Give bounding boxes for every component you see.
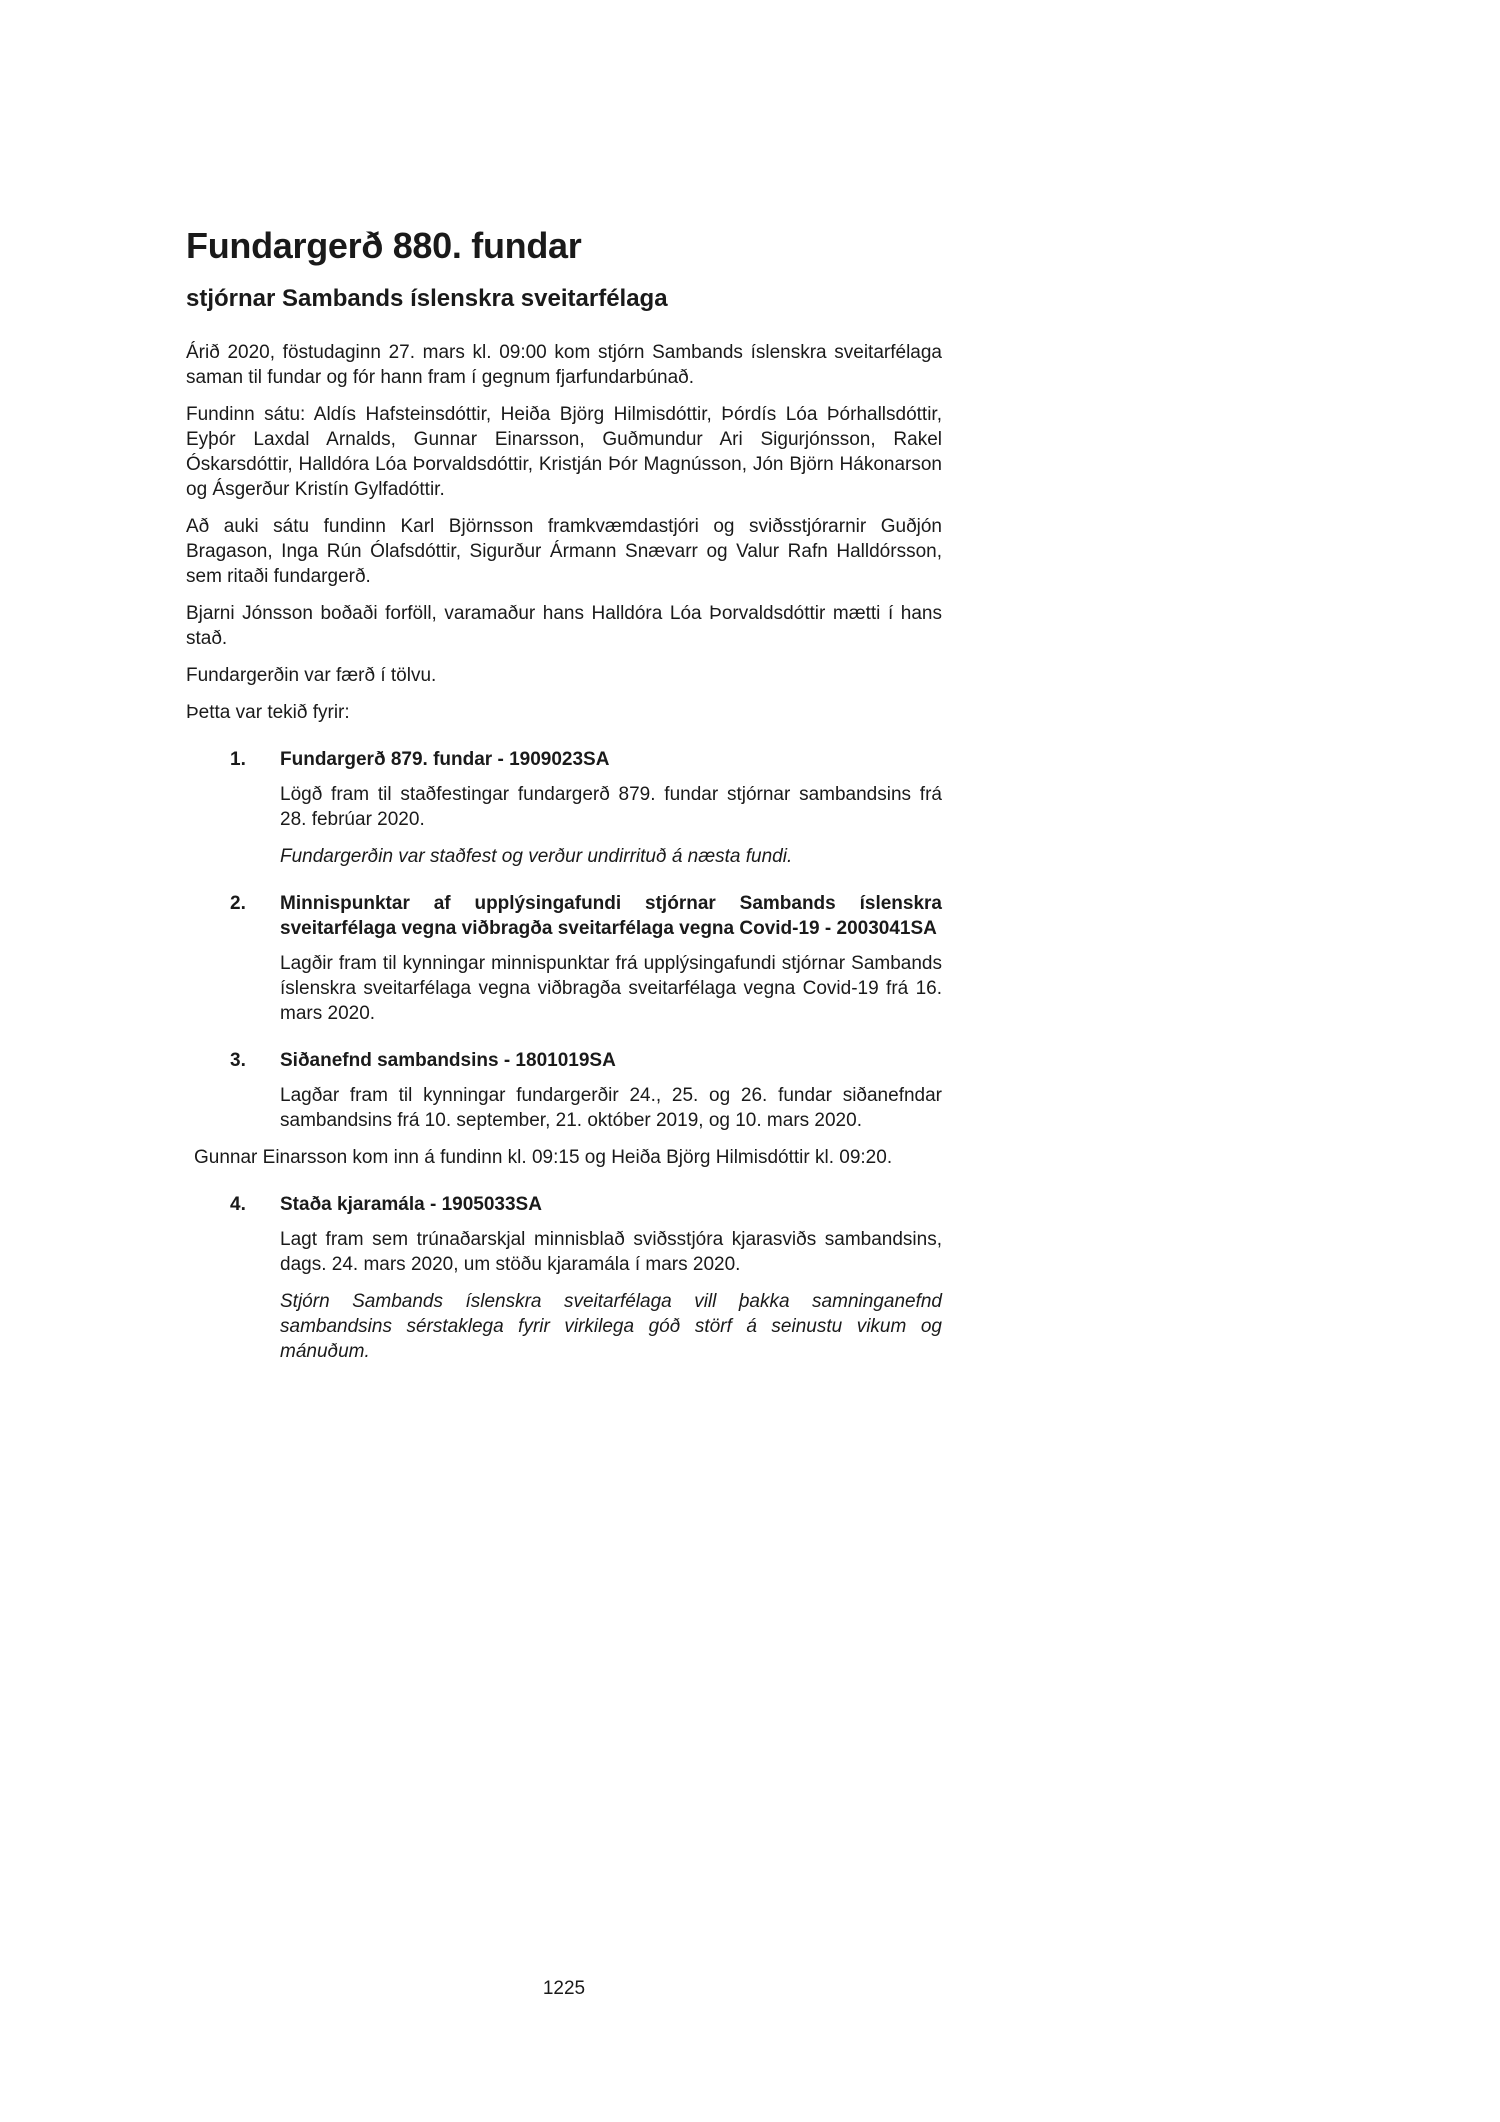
agenda-item-3: [186, 1048, 942, 1133]
intro-paragraph-attendees: Fundinn sátu: Aldís Hafsteinsdóttir, Heiða Björg Hilmisdóttir, Þórdís Lóa Þórhallsdóttir, Eyþór Laxdal Arnalds, Gunnar Einarsson, Guðmundur Ari Sigurjónsson, Rakel Óskarsdóttir, Halldóra Lóa Þorvaldsdóttir, Kristján Þór Magnússon, Jón Björn Hákonarson og Ásgerður Kristín Gylfadóttir.: [186, 403, 942, 500]
intro-paragraph-absence: Bjarni Jónsson boðaði forföll, varamaður hans Halldóra Lóa Þorvaldsdóttir mætti í hans stað.: [186, 602, 942, 649]
intro-paragraph-recorded: Fundargerðin var færð í tölvu.: [186, 664, 437, 686]
agenda-item-4-content: [280, 1192, 942, 1364]
agenda-item-2: [186, 891, 942, 1026]
agenda-item-4-number: 4.: [230, 1193, 246, 1215]
agenda-item-1-content: [280, 747, 942, 869]
agenda-item-1: [186, 747, 942, 869]
meeting-arrival-note: Gunnar Einarsson kom inn á fundinn kl. 09:15 og Heiða Björg Hilmisdóttir kl. 09:20.: [194, 1146, 893, 1168]
document-subtitle: stjórnar Sambands íslenskra sveitarfélaga: [186, 285, 668, 313]
intro-paragraph-agenda-lead: Þetta var tekið fyrir:: [186, 701, 350, 723]
agenda-item-3-body: Lagðar fram til kynningar fundargerðir 24., 25. og 26. fundar siðanefndar sambandsins frá 10. september, 21. október 2019, og 10. mars 2020.: [280, 1084, 942, 1131]
agenda-item-1-number: 1.: [230, 748, 246, 770]
agenda-item-4: [186, 1192, 942, 1364]
agenda-item-2-number: 2.: [230, 892, 246, 914]
agenda-item-3-number: 3.: [230, 1049, 246, 1071]
intro-paragraph-staff: Að auki sátu fundinn Karl Björnsson framkvæmdastjóri og sviðsstjórarnir Guðjón Bragason, Inga Rún Ólafsdóttir, Sigurður Ármann Snævarr og Valur Rafn Halldórsson, sem ritaði fundargerð.: [186, 515, 942, 587]
page-number: 1225: [542, 1978, 586, 1999]
agenda-item-3-heading: Siðanefnd sambandsins - 1801019SA: [280, 1049, 616, 1071]
agenda-item-4-resolution: Stjórn Sambands íslenskra sveitarfélaga vill þakka samninganefnd sambandsins sérstaklega fyrir virkilega góð störf á seinustu vikum og mánuðum.: [280, 1290, 942, 1362]
agenda-item-1-body: Lögð fram til staðfestingar fundargerð 879. fundar stjórnar sambandsins frá 28. febrúar 2020.: [280, 783, 942, 830]
agenda-item-1-resolution: Fundargerðin var staðfest og verður undirrituð á næsta fundi.: [280, 845, 793, 867]
agenda-item-2-content: [280, 891, 942, 1026]
agenda-item-4-heading: Staða kjaramála - 1905033SA: [280, 1193, 542, 1215]
document-content: [186, 224, 942, 1376]
agenda-item-1-heading: Fundargerð 879. fundar - 1909023SA: [280, 748, 610, 770]
agenda-item-2-heading: Minnispunktar af upplýsingafundi stjórnar Sambands íslenskra sveitarfélaga vegna viðbragða sveitarfélaga vegna Covid-19 - 2003041SA: [280, 892, 942, 939]
agenda-item-2-body: Lagðir fram til kynningar minnispunktar frá upplýsingafundi stjórnar Sambands íslenskra sveitarfélaga vegna viðbragða sveitarfélaga vegna Covid-19 frá 16. mars 2020.: [280, 952, 942, 1024]
intro-paragraph-date: Árið 2020, föstudaginn 27. mars kl. 09:00 kom stjórn Sambands íslenskra sveitarfélaga saman til fundar og fór hann fram í gegnum fjarfundarbúnað.: [186, 341, 942, 388]
agenda-item-4-body: Lagt fram sem trúnaðarskjal minnisblað sviðsstjóra kjarasviðs sambandsins, dags. 24. mars 2020, um stöðu kjaramála í mars 2020.: [280, 1228, 942, 1275]
document-title: Fundargerð 880. fundar: [186, 225, 582, 266]
agenda-item-3-content: [280, 1048, 942, 1133]
